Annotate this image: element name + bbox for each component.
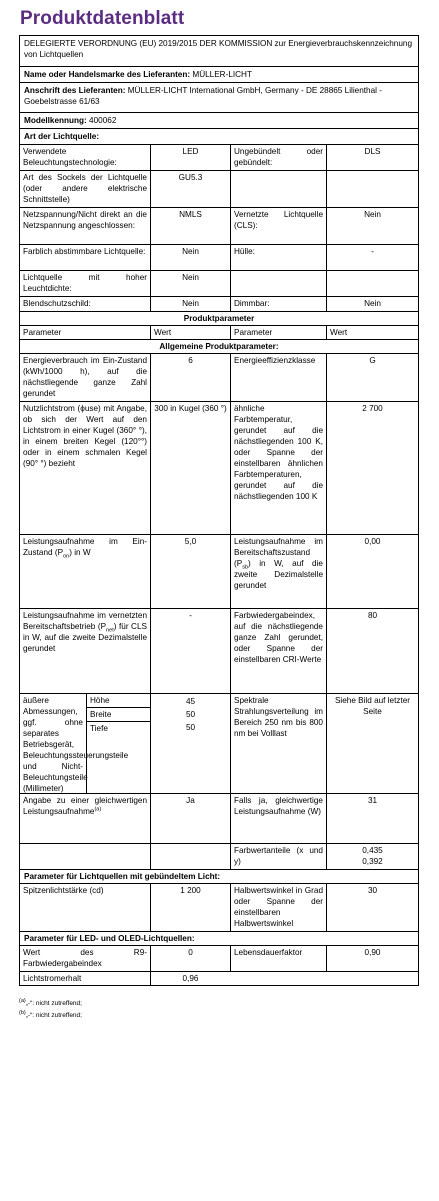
lumen-maintenance-row [20, 971, 418, 985]
tunable-label: Farblich abstimmbare Lichtquelle: [23, 247, 146, 256]
led-oled-title: Parameter für LED- und OLED-Lichtquellen: [24, 934, 195, 943]
dimension-height-label: Höhe [87, 694, 150, 708]
mains-label: Netzspannung/Nicht direkt an die Netzspannung angeschlossen: [23, 210, 147, 230]
model-label: Modellkennung: [24, 116, 87, 125]
connected-label: Vernetzte Lichtquelle (CLS): [230, 208, 326, 244]
lumen-maintenance-label: Lichtstromerhalt [23, 974, 82, 983]
high-luminance-row [20, 270, 418, 296]
general-params-header [20, 339, 418, 353]
anti-glare-label: Blendschutzschild: [23, 299, 91, 308]
directional-header [20, 869, 418, 883]
luminous-flux-row [20, 401, 418, 534]
networked-standby-row [20, 608, 418, 693]
col-param-2: Parameter [230, 326, 326, 339]
dimension-values [150, 694, 230, 793]
luminous-flux-value: 300 in Kugel (360 °) [150, 402, 230, 534]
high-luminance-empty-value [326, 271, 418, 296]
light-source-type-title: Art der Lichtquelle: [24, 132, 100, 141]
anti-glare-row [20, 296, 418, 311]
supplier-name-row [20, 66, 418, 82]
chromaticity-empty-value [150, 844, 230, 869]
column-header-row [20, 325, 418, 339]
envelope-value: - [326, 245, 418, 270]
high-luminance-value: Nein [150, 271, 230, 296]
page-title: Produktdatenblatt [20, 8, 185, 29]
technology-value: LED [150, 145, 230, 170]
regulation-row [20, 36, 418, 66]
col-param-1: Parameter [23, 328, 62, 337]
cri-value: 80 [326, 609, 418, 693]
beam-angle-label: Halbwertswinkel in Grad oder Spanne der einstellbaren Halbwertswinkel [230, 884, 326, 931]
dimension-height-value: 45 [185, 697, 196, 706]
chromaticity-row [20, 843, 418, 869]
lumen-maintenance-value: 0,96 [150, 972, 230, 985]
supplier-address-label: Anschrift des Lieferanten: [24, 86, 126, 95]
directional-title: Parameter für Lichtquellen mit gebündeltem Licht: [24, 872, 221, 881]
equivalent-power-row [20, 793, 418, 843]
dimmable-value: Nein [326, 297, 418, 311]
energy-row [20, 353, 418, 401]
high-luminance-empty [230, 271, 326, 296]
regulation-text: DELEGIERTE VERORDNUNG (EU) 2019/2015 DER KOMMISSION zur Energieverbrauchskennzeichnung von Lichtquellen [24, 39, 412, 59]
product-params-header [20, 311, 418, 325]
standby-power-label: Leistungsaufnahme im Bereitschaftszustand $(P_{sb})$ in W, auf die zweite Dezimalstelle gerundet [230, 535, 326, 608]
dimension-width-value: 50 [185, 710, 196, 719]
energy-class-label: Energieeffizienzklasse [230, 354, 326, 401]
spectral-distribution-label: Spektrale Strahlungsverteilung im Bereich 250 nm bis 800 nm bei Volllast [230, 694, 326, 793]
footnote-a: $^{(a)}$„-“: nicht zutreffend; [19, 997, 82, 1007]
socket-label: Art des Sockels der Lichtquelle (oder andere elektrische Schnittstelle) [23, 173, 147, 204]
high-luminance-label: Lichtquelle mit hoher Leuchtdichte: [23, 273, 147, 293]
chromaticity-value: 0,435 0,392 [326, 844, 418, 869]
supplier-address-row [20, 82, 418, 112]
footnote-b: $^{(b)}$„-“: nicht zutreffend; [19, 1009, 82, 1019]
equivalent-claim-label: Falls ja, gleichwertige Leistungsaufnahme (W) [230, 794, 326, 843]
dimmable-label: Dimmbar: [230, 297, 326, 311]
equivalent-claim-value: 31 [326, 794, 418, 843]
envelope-label: Hülle: [230, 245, 326, 270]
supplier-address-value: MÜLLER-LICHT International GmbH, Germany - DE 28865 Lilienthal - Goebelstrasse 61/63 [24, 86, 382, 106]
survival-factor-label: Lebensdauerfaktor [230, 946, 326, 971]
cct-value: 2 700 [326, 402, 418, 534]
cri-label: Farbwiedergabeindex, auf die nächstliegende ganze Zahl gerundet, oder Spanne der einstellbaren CRI-Werte [230, 609, 326, 693]
survival-factor-value: 0,90 [326, 946, 418, 971]
cct-label: ähnliche Farbtemperatur, gerundet auf die nächstliegenden 100 K, oder Spanne der einstellbaren ähnlichen Farbtemperaturen, gerundet auf die nächstliegenden 100 K [230, 402, 326, 534]
mains-value: NMLS [150, 208, 230, 244]
dimensions-label: äußere Abmessungen, ggf. ohne separates Betriebsgerät, Beleuchtungssteuerungsteile und Nicht-Beleuchtungsteile (Millimeter) [23, 696, 129, 793]
model-row [20, 112, 418, 128]
supplier-name-value: MÜLLER-LICHT [192, 70, 252, 79]
equivalent-power-value: Ja [150, 794, 230, 843]
technology-row [20, 144, 418, 170]
chromaticity-label: Farbwertanteile (x und y) [230, 844, 326, 869]
peak-intensity-row [20, 883, 418, 931]
socket-value: GU5.3 [150, 171, 230, 207]
technology-label: Verwendete Beleuchtungstechnologie: [23, 147, 117, 167]
led-oled-header [20, 931, 418, 945]
socket-empty-value [326, 171, 418, 207]
data-table [19, 35, 419, 986]
luminous-flux-label: Nutzlichtstrom (ϕuse) mit Angabe, ob sich der Wert auf den Lichtstrom in einer Kugel (360° °), in einem breiten Kegel (120°°) oder in einem schmalen Kegel (90° °) bezieht [23, 404, 147, 468]
dimensions-row [20, 693, 418, 793]
standby-power-value: 0,00 [326, 535, 418, 608]
peak-intensity-label: Spitzenlichtstärke (cd) [23, 886, 104, 895]
r9-value: 0 [150, 946, 230, 971]
dimension-depth-value: 50 [185, 723, 196, 732]
energy-class-value: G [326, 354, 418, 401]
r9-row [20, 945, 418, 971]
dimension-width-label: Breite [87, 708, 150, 722]
networked-standby-label: Leistungsaufnahme im vernetzten Bereitschaftsbetrieb $(P_{net})$ für CLS in W, auf die zweite Dezimalstelle gerundet [23, 611, 147, 653]
peak-intensity-value: 1 200 [150, 884, 230, 931]
dimensions-label-cell [20, 694, 150, 793]
socket-empty [230, 171, 326, 207]
spectral-distribution-value: Siehe Bild auf letzter Seite [326, 694, 418, 793]
dimension-depth-label: Tiefe [90, 724, 108, 733]
col-value-1: Wert [150, 326, 230, 339]
model-value: 400062 [89, 116, 117, 125]
product-params-title: Produktparameter [183, 314, 255, 323]
socket-row [20, 170, 418, 207]
connected-value: Nein [326, 208, 418, 244]
on-mode-power-row [20, 534, 418, 608]
non-directional-value: DLS [326, 145, 418, 170]
energy-consumption-label: Energieverbrauch im Ein-Zustand (kWh/1000 h), auf die nächstliegende ganze Zahl gerundet [23, 356, 147, 398]
general-params-title: Allgemeine Produktparameter: [159, 342, 279, 351]
mains-row [20, 207, 418, 244]
tunable-value: Nein [150, 245, 230, 270]
on-mode-power-value: 5,0 [150, 535, 230, 608]
networked-standby-value: - [150, 609, 230, 693]
r9-label: Wert des R9-Farbwiedergabeindex [23, 948, 147, 968]
footnotes [19, 998, 82, 1022]
equivalent-power-label: Angabe zu einer gleichwertigen Leistungsaufnahme$^{(a)}$ [23, 796, 147, 816]
energy-consumption-value: 6 [150, 354, 230, 401]
chromaticity-empty [20, 844, 150, 869]
non-directional-label: Ungebündelt oder gebündelt: [230, 145, 326, 170]
anti-glare-value: Nein [150, 297, 230, 311]
beam-angle-value: 30 [326, 884, 418, 931]
on-mode-power-label: Leistungsaufnahme im Ein-Zustand $(P_{on})$ in W [23, 537, 147, 560]
dimension-names [86, 694, 150, 793]
col-value-2: Wert [326, 326, 418, 339]
supplier-name-label: Name oder Handelsmarke des Lieferanten: [24, 70, 191, 79]
light-source-type-header [20, 128, 418, 144]
tunable-row [20, 244, 418, 270]
